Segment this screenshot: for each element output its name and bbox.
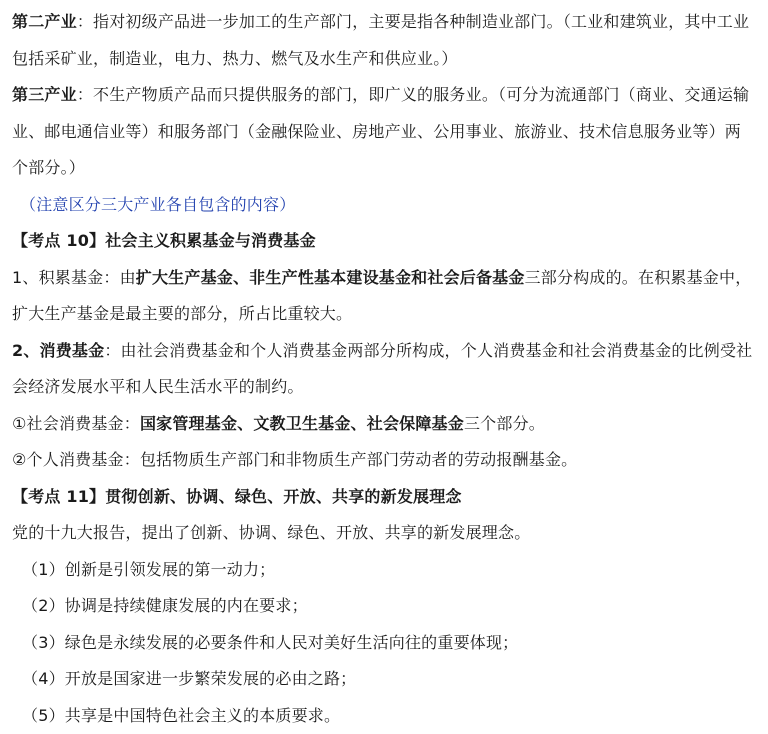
kp11-heading: 【考点 11】贯彻创新、协调、绿色、开放、共享的新发展理念 [12,479,756,516]
accumulation-fund-paragraph [12,260,756,333]
social-consumption-fund-suffix: 三个部分。 [464,414,545,433]
consumption-fund-label: 2、消费基金 [12,341,104,360]
kp10-heading: 【考点 10】社会主义积累基金与消费基金 [12,223,756,260]
social-consumption-fund-prefix: ①社会消费基金： [12,414,140,433]
accumulation-fund-suffix: 三部分构成的。在积累基金中，扩大生产基金是最主要的部分，所占比重较大。 [12,268,751,324]
list-item: （3）绿色是永续发展的必要条件和人民对美好生活向往的重要体现； [12,625,756,662]
accumulation-fund-components: 扩大生产基金、非生产性基本建设基金和社会后备基金 [136,268,525,287]
social-consumption-fund-components: 国家管理基金、文教卫生基金、社会保障基金 [140,414,464,433]
tertiary-industry-paragraph [12,77,756,187]
list-item: （5）共享是中国特色社会主义的本质要求。 [12,698,756,734]
secondary-industry-term: 第二产业 [12,12,77,31]
note-text: （注意区分三大产业各自包含的内容） [12,187,756,224]
list-item: （1）创新是引领发展的第一动力； [12,552,756,589]
list-item: （2）协调是持续健康发展的内在要求； [12,588,756,625]
kp11-intro: 党的十九大报告，提出了创新、协调、绿色、开放、共享的新发展理念。 [12,515,756,552]
consumption-fund-text: ：由社会消费基金和个人消费基金两部分所构成，个人消费基金和社会消费基金的比例受社会经济发展水平和人民生活水平的制约。 [12,341,752,397]
accumulation-fund-prefix: 1、积累基金：由 [12,268,136,287]
secondary-industry-paragraph [12,4,756,77]
tertiary-industry-term: 第三产业 [12,85,77,104]
social-consumption-fund-paragraph [12,406,756,443]
list-item: （4）开放是国家进一步繁荣发展的必由之路； [12,661,756,698]
secondary-industry-text: ：指对初级产品进一步加工的生产部门，主要是指各种制造业部门。（工业和建筑业，其中工业包括采矿业，制造业，电力、热力、燃气及水生产和供应业。） [12,12,749,68]
tertiary-industry-text: ：不生产物质产品而只提供服务的部门，即广义的服务业。（可分为流通部门（商业、交通运输业、邮电通信业等）和服务部门（金融保险业、房地产业、公用事业、旅游业、技术信息服务业等）两个部分。） [12,85,749,177]
personal-consumption-fund-paragraph: ②个人消费基金：包括物质生产部门和非物质生产部门劳动者的劳动报酬基金。 [12,442,756,479]
consumption-fund-paragraph [12,333,756,406]
